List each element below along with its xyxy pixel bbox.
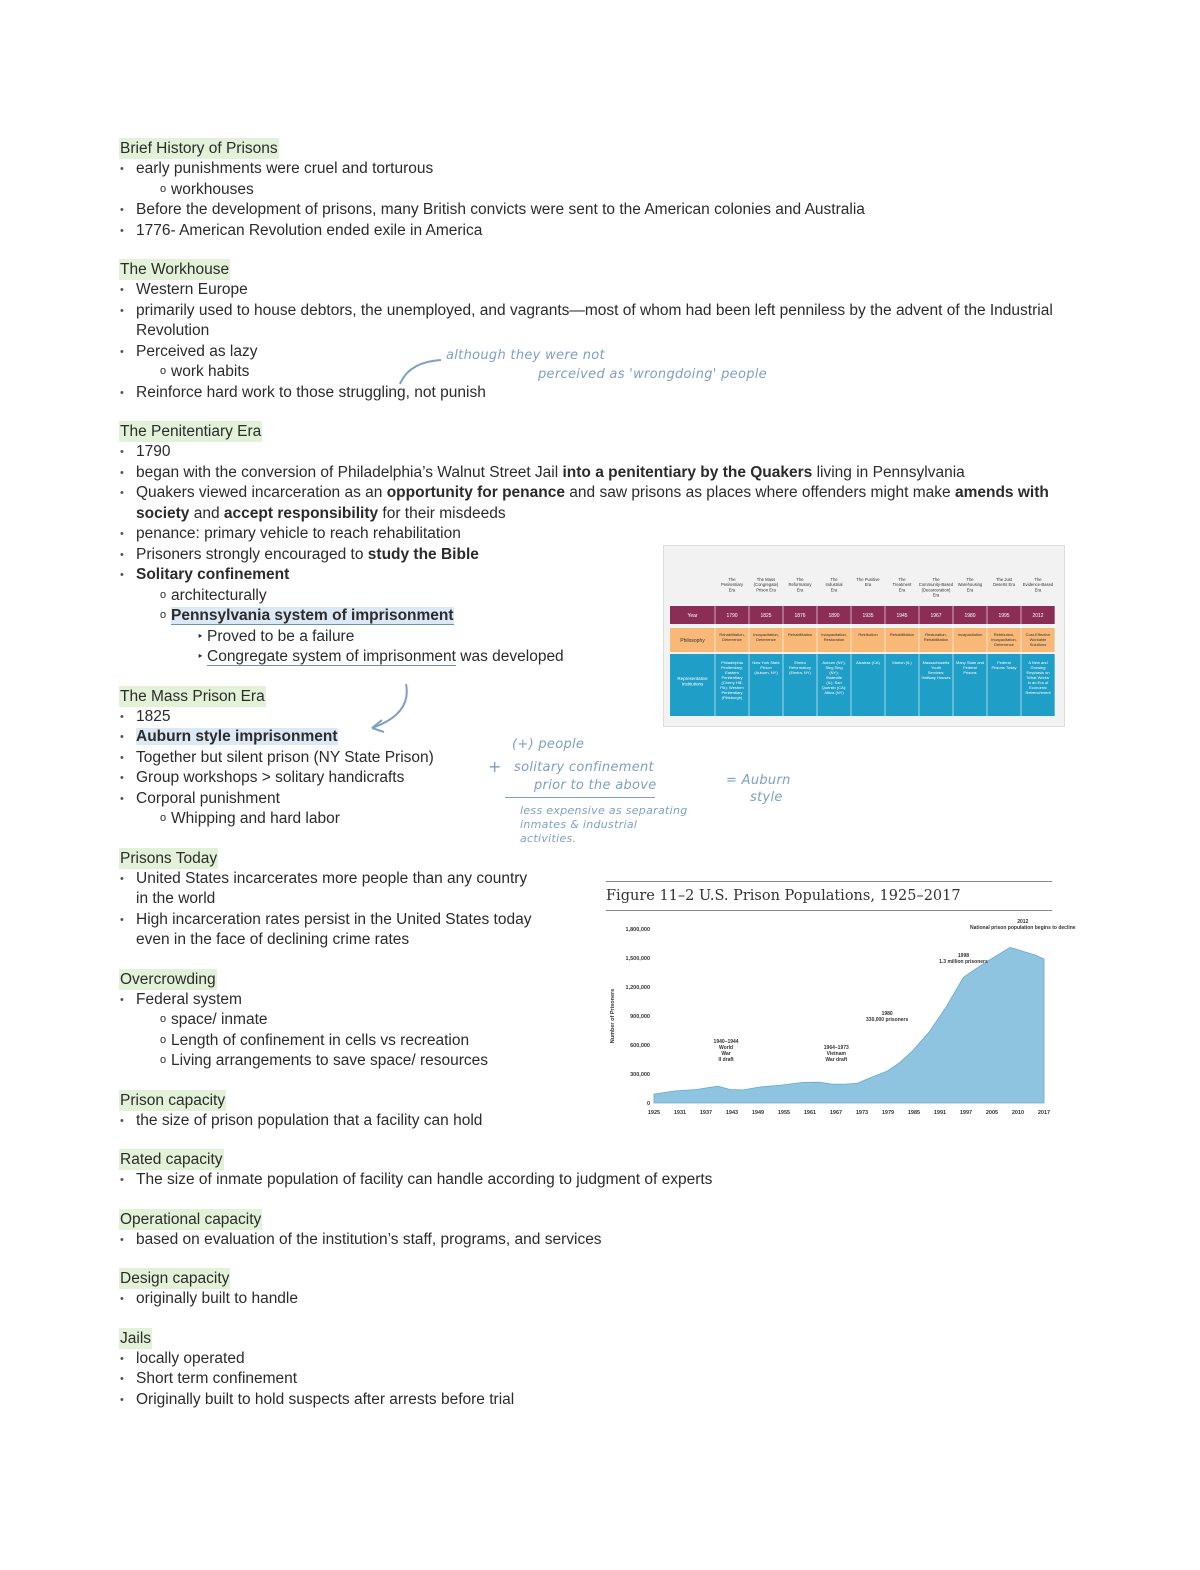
year-cell: 1945 [896,613,908,619]
annotation-note: less expensive as separating [520,804,688,817]
population-area [654,947,1044,1103]
philosophy-cell: Retribution [858,632,878,637]
chart-annotation: 2012 National prison population begins to decline [970,919,1076,931]
era-heading: The Just Deserts Era [992,577,1016,588]
section-heading: Design capacity [120,1270,230,1287]
annotation-note: (+) people [512,737,585,752]
x-tick-label: 1925 [647,1110,661,1116]
prison-population-chart [606,911,1076,1121]
institution-cell: New York State Prison (Auburn, NY) [752,660,780,675]
annotation-note: although they were not [446,348,605,363]
list-item: o workhouses [119,180,1099,201]
list-item: • The size of inmate population of facility can handle according to judgment of experts [119,1170,1099,1191]
section-heading: Prisons Today [120,849,218,867]
section-heading: The Penitentiary Era [120,423,262,440]
x-tick-label: 1949 [751,1110,765,1116]
annotation-divider [505,797,655,798]
prison-eras-table [663,545,1065,727]
list-item: o Living arrangements to save space/ resources [119,1051,1099,1072]
annotation-note: prior to the above [534,778,657,793]
year-cell: 1980 [964,613,976,619]
list-item: • Federal system [119,990,1099,1011]
list-item: ‣ Proved to be a failure [119,627,1099,648]
section-jails [119,1328,1099,1411]
philosophy-cell: Restoration, Rehabilitation [923,632,949,642]
section-heading: Rated capacity [120,1151,223,1168]
y-tick-label: 1,800,000 [625,927,650,933]
list-item: • Group workshops > solitary handicrafts [119,768,1099,789]
era-heading: The Community-Based (Decarceration) Era [918,577,954,598]
eras-table-graphic [664,546,1064,726]
y-tick-label: 600,000 [630,1043,650,1049]
x-tick-label: 1943 [725,1110,739,1116]
list-item: • High incarceration rates persist in the United States today even in the face of declining crime rates [119,910,539,951]
philosophy-cell: Incapacitation [957,632,983,637]
x-tick-label: 1997 [959,1110,973,1116]
annotation-note: = Auburn [726,773,791,788]
year-cell: 1890 [828,613,840,619]
list-item: • originally built to handle [119,1289,1099,1310]
y-tick-label: 900,000 [630,1014,650,1020]
era-heading: The Mass (Congregate) Prison Era [753,577,779,593]
list-item: • 1776- American Revolution ended exile in America [119,221,1099,242]
list-item: ‣ Congregate system of imprisonment was developed [119,647,1099,668]
chart-annotation: 1980 330,000 prisoners [866,1011,909,1023]
list-item: • early punishments were cruel and torturous [119,159,1099,180]
year-cell: 1935 [862,613,874,619]
institution-cell: Philadelphia Penitentiary; Eastern Penitentiary (Cherry Hill, PA); Western Penitentiary (Pittsburgh) [720,660,744,700]
y-tick-label: 300,000 [630,1072,650,1078]
institution-cell: Massachusetts Youth Services; Halfway Houses [921,660,951,680]
philosophy-cell: Incapacitation, Deterrence [753,632,779,642]
list-item: o Pennsylvania system of imprisonment [119,606,1099,627]
x-tick-label: 2005 [985,1110,999,1116]
list-item: • United States incarcerates more people than any country in the world [119,869,539,910]
year-cell: 1825 [760,613,772,619]
era-heading: The Evidence-Based Era [1022,577,1054,593]
list-item: o architecturally [119,586,1099,607]
list-item: o work habits [119,362,1099,383]
philosophy-cell: Cost-Effective Workable Solutions [1025,632,1051,647]
era-heading: The Industrial Era [825,577,843,593]
list-item: • Quakers viewed incarceration as an opportunity for penance and saw prisons as places where offenders might make amends with society and accept responsibility for their misdeeds [119,483,1099,524]
list-item: • Short term confinement [119,1369,1099,1390]
row-label: Year [687,613,698,619]
chart-annotation: 1998 1.3 million prisoners [939,953,988,965]
section-design-capacity [119,1268,1099,1310]
era-heading: The Penitentiary Era [720,577,744,593]
section-rated-capacity [119,1149,1099,1191]
list-item: • Prisoners strongly encouraged to study the Bible [119,545,1099,566]
annotation-note: inmates & industrial [520,818,638,831]
handwritten-arrow-icon [360,680,420,740]
x-tick-label: 1931 [673,1110,687,1116]
list-item: • Auburn style imprisonment [119,727,1099,748]
list-item: • Perceived as lazy [119,342,1099,363]
x-tick-label: 2017 [1037,1110,1051,1116]
list-item: o Length of confinement in cells vs recreation [119,1031,1099,1052]
list-item: • Solitary confinement [119,565,1099,586]
section-operational-capacity [119,1209,1099,1251]
year-cell: 1995 [998,613,1010,619]
list-item: • began with the conversion of Philadelphia’s Walnut Street Jail into a penitentiary by the Quakers living in Pennsylvania [119,463,1099,484]
y-tick-label: 0 [646,1101,650,1107]
row-label: Representative Institutions [677,676,708,687]
year-cell: 1876 [794,613,806,619]
section-heading: Prison capacity [120,1091,226,1109]
section-brief-history [119,138,1099,241]
institution-cell: Federal Prisons Today [991,660,1017,670]
philosophy-cell: Rehabilitation [889,632,915,637]
list-item: o space/ inmate [119,1010,1099,1031]
chart-title: Figure 11–2 U.S. Prison Populations, 1925–2017 [606,888,961,904]
institution-cell: Alcatraz (CA) [856,660,880,665]
x-tick-label: 2010 [1011,1110,1025,1116]
section-heading: The Workhouse [120,261,230,278]
era-heading: The Reformatory Era [788,577,812,593]
institution-cell: Auburn (NY); Sing Sing (NY); Stateville (IL); San Quentin (CA); Attica (NY) [821,660,847,695]
x-tick-label: 1979 [881,1110,895,1116]
section-heading: Overcrowding [120,970,216,988]
philosophy-cell: Rehabilitation [787,632,813,637]
x-tick-label: 1955 [777,1110,791,1116]
year-cell: 1967 [930,613,942,619]
institution-cell: A New and Growing Emphasis on 'What Works' in an Era of Economic Retrenchment [1025,660,1051,695]
x-tick-label: 1985 [907,1110,921,1116]
list-item: • Corporal punishment [119,789,1099,810]
annotation-note: style [750,790,783,805]
x-tick-label: 1967 [829,1110,843,1116]
annotation-note: solitary confinement [514,760,654,775]
institution-cell: Elmira Reformatory (Elmira, NY) [788,660,812,675]
y-tick-label: 1,500,000 [625,956,650,962]
annotation-note: perceived as 'wrongdoing' people [538,367,767,382]
handwritten-arrow-icon [395,352,445,388]
list-item: o Whipping and hard labor [119,809,1099,830]
row-label: Philosophy [680,638,705,644]
era-heading: The Warehousing Era [957,577,983,593]
x-tick-label: 1973 [855,1110,869,1116]
list-item: • 1790 [119,442,1099,463]
institution-cell: Many State and Federal Prisons [955,660,985,675]
list-item: • primarily used to house debtors, the unemployed, and vagrants—most of whom had been left penniless by the advent of the Industrial Revolution [119,301,1099,342]
section-heading: Jails [120,1329,152,1347]
section-heading: Brief History of Prisons [120,140,278,157]
list-item: • penance: primary vehicle to reach rehabilitation [119,524,1099,545]
philosophy-cell: Incapacitation, Restoration [821,632,847,642]
list-item: • locally operated [119,1349,1099,1370]
x-tick-label: 1991 [933,1110,947,1116]
y-axis-label: Number of Prisoners [610,988,616,1044]
list-item: • Together but silent prison (NY State Prison) [119,748,1099,769]
year-cell: 2012 [1032,613,1044,619]
era-heading: The Treatment Era [892,577,912,593]
annotation-note: + [488,757,502,776]
list-item: • 1825 [119,707,1099,728]
y-tick-label: 1,200,000 [625,985,650,991]
year-cell: 1790 [726,613,738,619]
philosophy-cell: Retribution, Incapacitation, Deterrence [991,632,1017,647]
x-tick-label: 1961 [803,1110,817,1116]
era-heading: The Punitive Era [856,577,880,588]
list-item: • Before the development of prisons, many British convicts were sent to the American colonies and Australia [119,200,1099,221]
chart-annotation: 1940–1944 World War II draft [713,1039,739,1063]
institution-cell: Marion (IL) [892,660,912,665]
annotation-note: activities. [520,832,577,845]
list-item: • based on evaluation of the institution’s staff, programs, and services [119,1230,1099,1251]
chart-annotation: 1964–1973 Vietnam War draft [823,1045,849,1063]
list-item: • Originally built to hold suspects after arrests before trial [119,1390,1099,1411]
philosophy-cell: Rehabilitation, Deterrence [719,632,745,642]
prison-population-figure [606,881,1076,1126]
list-item: • Western Europe [119,280,1099,301]
section-heading: The Mass Prison Era [120,687,265,705]
x-tick-label: 1937 [699,1110,713,1116]
list-item: • the size of prison population that a facility can hold [119,1111,1099,1132]
section-heading: Operational capacity [120,1210,262,1228]
list-item: • Reinforce hard work to those struggling, not punish [119,383,1099,404]
